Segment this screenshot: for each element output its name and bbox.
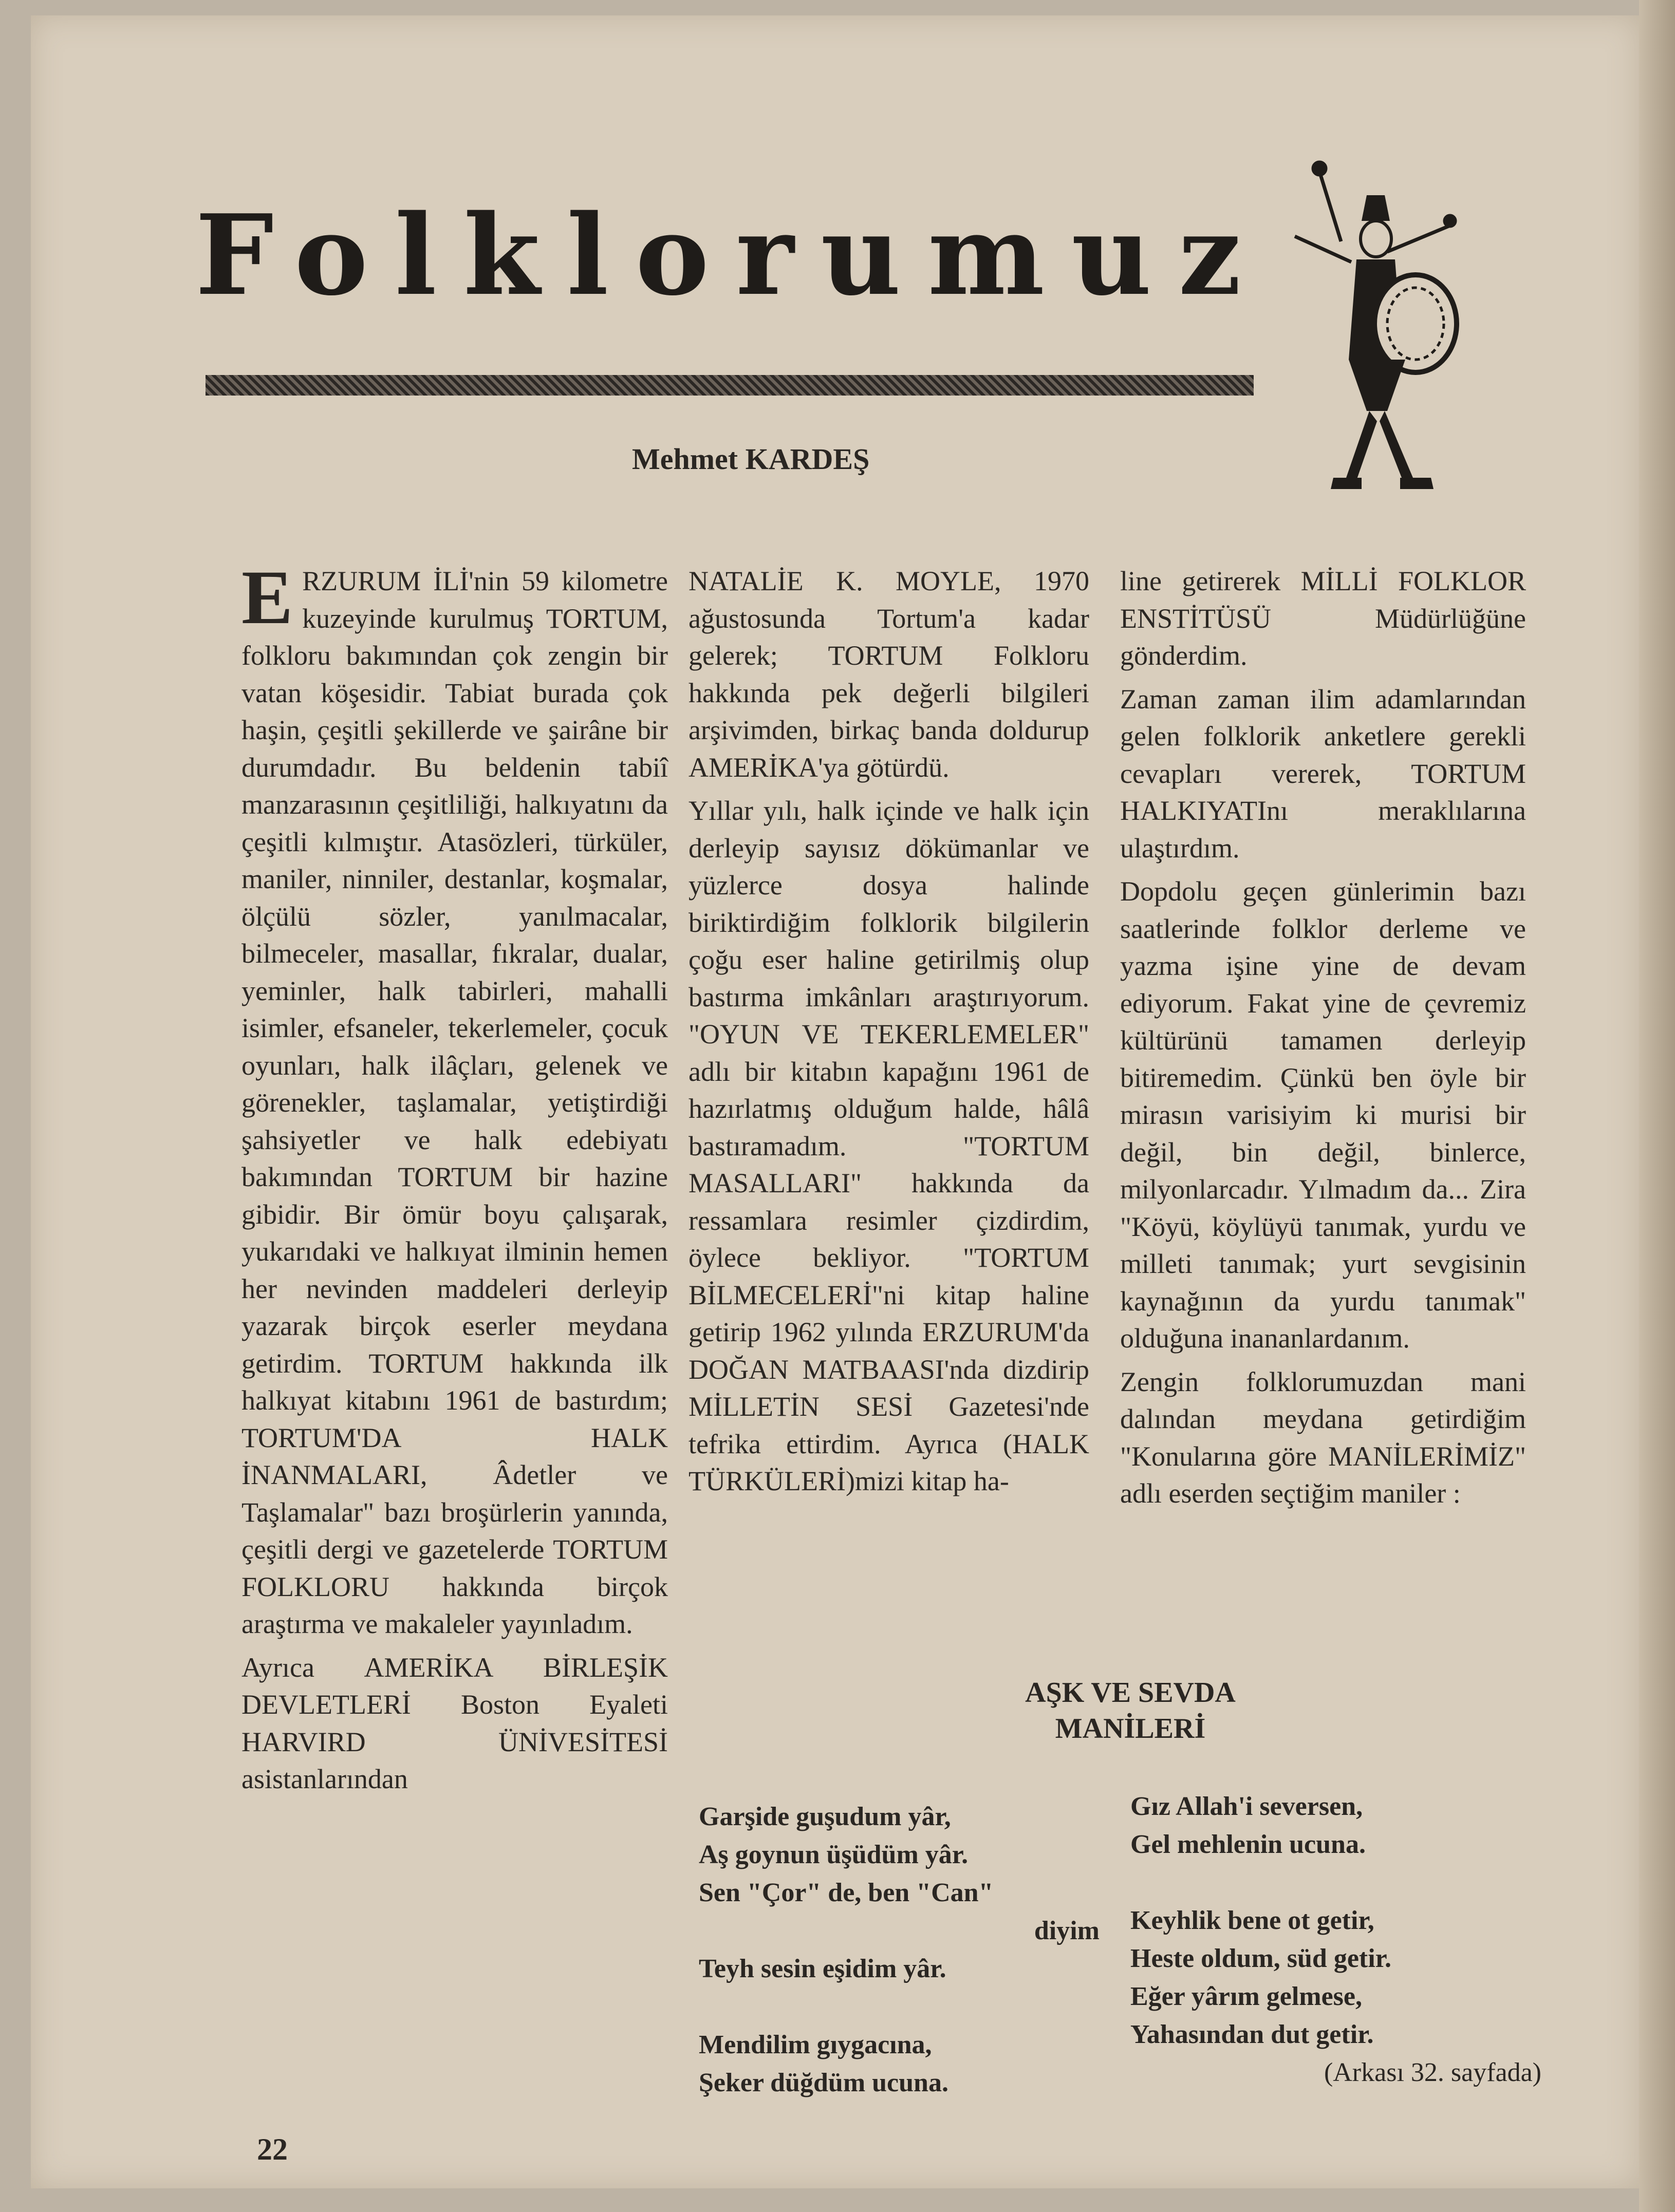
page-number: 22 — [257, 2132, 288, 2166]
mani-line: Yahasından dut getir. — [1130, 2020, 1374, 2049]
mani-line: Garşide guşudum yâr, — [699, 1802, 951, 1831]
mani-line: Teyh sesin eşidim yâr. — [699, 1954, 946, 1983]
drummer-icon — [1285, 144, 1469, 514]
mani-line: Gel mehlenin ucuna. — [1130, 1830, 1366, 1859]
mani-line: Eğer yârım gelmese, — [1130, 1982, 1362, 2011]
mani-line: Mendilim gıygacına, — [699, 2030, 932, 2059]
stanza-gap — [1130, 1864, 1541, 1902]
paragraph — [241, 555, 668, 1643]
continued-note: (Arkası 32. sayfada) — [1324, 2058, 1541, 2087]
paragraph: NATALİE K. MOYLE, 1970 ağustosunda Tortum'a kadar gelerek; TORTUM Folkloru hakkında pek değerli bilgileri arşivimden, birkaç banda doldurup AMERİKA'ya götürdü. — [688, 566, 1089, 783]
paragraph: Zengin folklorumuzdan mani dalından meydana getirdiğim "Konularına göre MANİLERİMİZ" adlı eserden seçtiğim maniler : — [1120, 1366, 1526, 1509]
mani-line: Sen "Çor" de, ben "Can" — [699, 1878, 994, 1907]
column-1 — [241, 555, 668, 1804]
paragraph: Ayrıca AMERİKA BİRLEŞİK DEVLETLERİ Boston Eyaleti HARVIRD ÜNİVESİTESİ asistanlarından — [241, 1652, 668, 1794]
column-2 — [688, 563, 1089, 1506]
page-edge — [1639, 0, 1675, 2212]
section-heading-line: AŞK VE SEVDA — [1025, 1677, 1236, 1709]
paragraph: Dopdolu geçen günlerimin bazı saatlerinde folklor derleme ve yazma işine yine de devam ediyorum. Fakat yine de çevremiz kültürünü tamamen derleyip bitiremedim. Çünkü ben öyle bir mirasın varisiyim ki murisi bir değil, bin değil, binlerce, milyonlarcadır. Yılmadım da... Zira "Köyü, köylüyü tanımak, yurdu ve milleti tanımak; yurt sevgisinin kaynağının da yurdu tanımak" olduğuna inananlardanım. — [1120, 876, 1526, 1354]
mani-line: Keyhlik bene ot getir, — [1130, 1906, 1374, 1935]
mani-column-left — [699, 1798, 1100, 2102]
section-heading — [997, 1675, 1264, 1747]
paragraph-text: RZURUM İLİ'nin 59 kilometre kuzeyinde kurulmuş TORTUM, folkloru bakımından çok zengin bir vatan köşesidir. Tabiat burada çok haşin, çeşitli şekillerde ve şairâne bir durumdadır. Bu beldenin tabiî manzarasının çeşitliliği, halkıyatını da çeşitli kılmıştır. Atasözleri, türküler, maniler, ninniler, destanlar, koşmalar, ölçülü sözler, yanılmacalar, bilmeceler, masallar, fıkralar, dualar, yeminler, halk tabirleri, mahalli isimler, efsaneler, tekerlemeler, çocuk oyunları, halk ilâçları, gelenek ve görenekler, taşlamalar, yetiştirdiği şahsiyetler ve halk edebiyatı bakımından TORTUM bir hazine gibidir. Bir ömür boyu çalışarak, yukarıdaki ve halkıyat ilminin hemen her nevinden maddeleri derleyip yazarak birçok eserler meydana getirdim. TORTUM hakkında ilk halkıyat kitabını 1961 de bastırdım; TORTUM'DA HALK İNANMALARI, Âdetler ve Taşlamalar" bazı broşürlerin yanında, çeşitli dergi ve gazetelerde TORTUM FOLKLORU hakkında birçok araştırma ve makaleler yayınladım. — [241, 566, 668, 1639]
mani-line: diyim — [1034, 1916, 1100, 1945]
article-title: Folklorumuz — [195, 190, 1268, 320]
mani-line: Gız Allah'i seversen, — [1130, 1792, 1363, 1821]
mani-line: Şeker düğdüm ucuna. — [699, 2068, 948, 2097]
stanza-gap — [699, 1988, 1100, 2026]
author-byline: Mehmet KARDEŞ — [632, 442, 870, 476]
column-3 — [1120, 563, 1526, 1519]
mani-line: Heste oldum, süd getir. — [1130, 1944, 1391, 1973]
mani-column-right — [1130, 1788, 1541, 2092]
paragraph: Zaman zaman ilim adamlarından gelen folklorik anketlere gerekli cevapları vererek, TORTUM HALKIYATInı meraklılarına ulaştırdım. — [1120, 683, 1526, 864]
drop-cap: E — [241, 555, 293, 640]
title-underline — [206, 375, 1254, 396]
mani-line: Aş goynun üşüdüm yâr. — [699, 1840, 969, 1869]
section-heading-line: MANİLERİ — [1055, 1713, 1206, 1745]
paragraph: Yıllar yılı, halk içinde ve halk için derleyip sayısız dökümanlar ve yüzlerce dosya halinde biriktirdiğim folklorik bilgilerin çoğu eser haline getirilmiş olup bastırma imkânları araştırıyorum. "OYUN VE TEKERLEMELER" adlı bir kitabın kapağını 1961 de hazırlatmış olduğum halde, hâlâ bastıramadım. "TORTUM MASALLARI" hakkında da ressamlara resimler çizdirdim, öylece bekliyor. "TORTUM BİLMECELERİ"ni kitap haline getirip 1962 yılında ERZURUM'da DOĞAN MATBAASI'nda dizdirip MİLLETİN SESİ Gazetesi'nde tefrika ettirdim. Ayrıca (HALK TÜRKÜLERİ)mizi kitap ha- — [688, 795, 1089, 1496]
paragraph: line getirerek MİLLİ FOLKLOR ENSTİTÜSÜ Müdürlüğüne gönderdim. — [1120, 566, 1526, 671]
